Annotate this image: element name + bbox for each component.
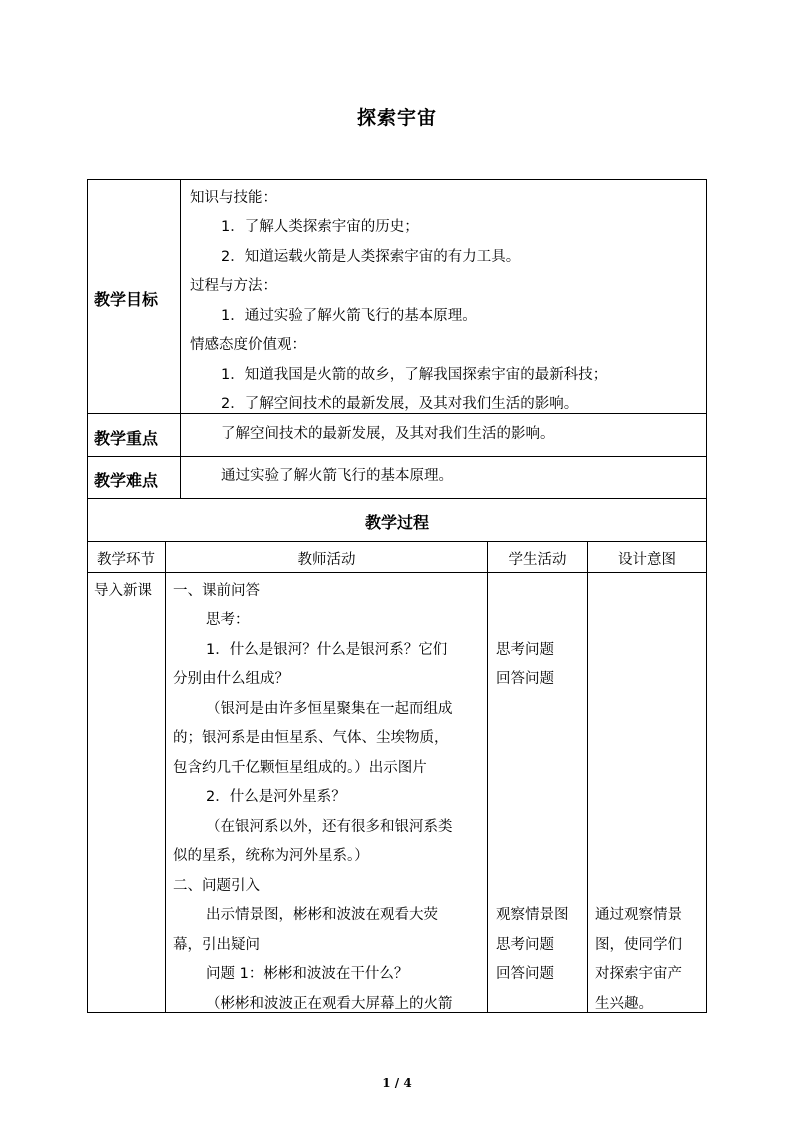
difficulty-label: 教学难点 <box>94 471 159 490</box>
teacher-line: 的；银河系是由恒星系、气体、尘埃物质， <box>173 730 449 746</box>
intent-line: 通过观察情景 <box>595 907 682 923</box>
objectives-label: 教学目标 <box>94 290 159 309</box>
intent-line: 图，使同学们 <box>595 937 682 953</box>
teacher-line: 问题 1：彬彬和波波在干什么？ <box>206 966 409 982</box>
column-header: 学生活动 <box>508 552 567 568</box>
teacher-line: 包含约几千亿颗恒星组成的。）出示图片 <box>173 760 427 776</box>
objective-line: 知识与技能： <box>190 190 277 206</box>
key-point-label: 教学重点 <box>94 429 159 448</box>
column-header: 教师活动 <box>297 552 356 568</box>
teacher-line: 似的星系，统称为河外星系。） <box>173 848 369 864</box>
column-header: 教学环节 <box>97 552 155 568</box>
column-header: 设计意图 <box>618 552 676 568</box>
student-line: 思考问题 <box>496 937 554 953</box>
page-title: 探索宇宙 <box>356 107 437 129</box>
teacher-line: 出示情景图，彬彬和波波在观看大荧 <box>206 907 438 923</box>
objective-line: 1．通过实验了解火箭飞行的基本原理。 <box>221 308 477 324</box>
student-line: 回答问题 <box>496 966 554 982</box>
student-line: 回答问题 <box>496 671 554 687</box>
teacher-line: （彬彬和波波正在观看大屏幕上的火箭 <box>206 996 453 1012</box>
student-line: 思考问题 <box>496 642 554 658</box>
objective-line: 1．了解人类探索宇宙的历史； <box>221 219 419 235</box>
teacher-line: 二、问题引入 <box>173 878 260 894</box>
objective-line: 2．了解空间技术的最新发展，及其对我们生活的影响。 <box>221 396 579 412</box>
objective-line: 1．知道我国是火箭的故乡，了解我国探索宇宙的最新科技； <box>221 367 608 383</box>
teacher-line: 思考： <box>206 612 250 628</box>
intent-line: 对探索宇宙产 <box>595 966 682 982</box>
stage-cell: 导入新课 <box>94 583 152 599</box>
objective-line: 2．知道运载火箭是人类探索宇宙的有力工具。 <box>221 249 521 265</box>
teacher-line: 2．什么是河外星系？ <box>206 789 346 805</box>
intent-line: 生兴趣。 <box>595 996 653 1012</box>
teacher-line: 1．什么是银河？什么是银河系？它们 <box>206 642 448 658</box>
teacher-line: 幕，引出疑问 <box>173 937 260 953</box>
teacher-line: （银河是由许多恒星聚集在一起而组成 <box>206 701 453 717</box>
process-title: 教学过程 <box>364 513 429 532</box>
teacher-line: 一、课前问答 <box>173 583 260 599</box>
page-number: 1 / 4 <box>382 1076 412 1090</box>
teacher-line: 分别由什么组成？ <box>173 671 289 687</box>
student-line: 观察情景图 <box>496 907 569 923</box>
key-point-text: 了解空间技术的最新发展，及其对我们生活的影响。 <box>221 426 555 442</box>
objective-line: 过程与方法： <box>190 278 277 294</box>
objective-line: 情感态度价值观： <box>190 337 306 353</box>
teacher-line: （在银河系以外，还有很多和银河系类 <box>206 819 453 835</box>
difficulty-text: 通过实验了解火箭飞行的基本原理。 <box>221 468 453 484</box>
